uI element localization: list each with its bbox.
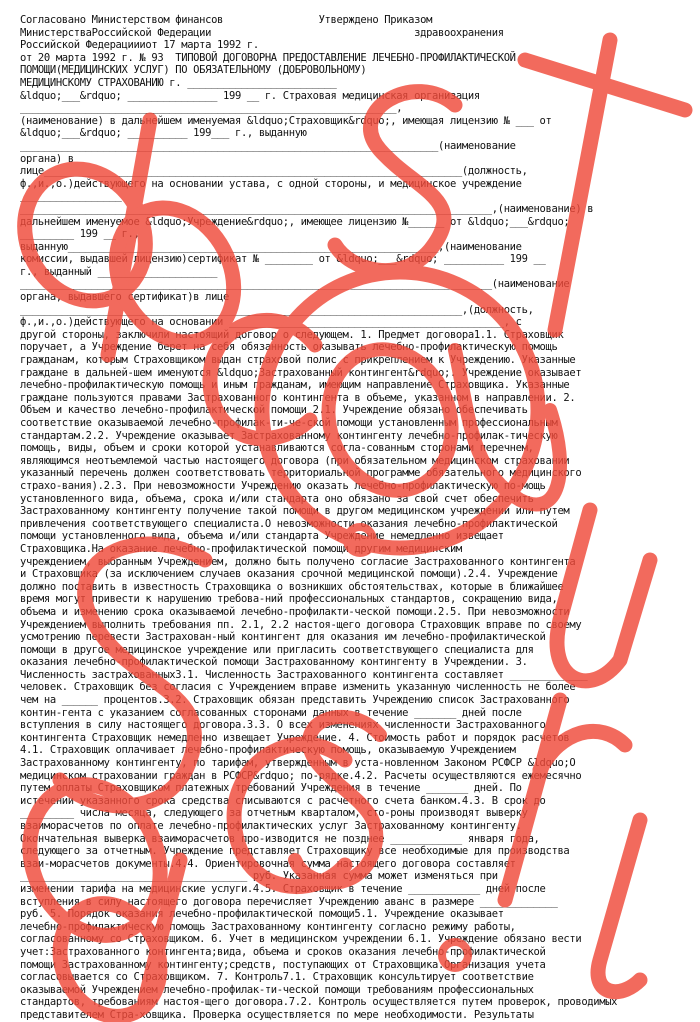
document-line: от 20 марта 1992 г. № 93 ТИПОВОЙ ДОГОВОРНА ПРЕДОСТАВЛЕНИЕ ЛЕЧЕБНО-ПРОФИЛАКТИЧЕСКОЙ (20, 51, 516, 64)
document-line: ПОМОЩИ(МЕДИЦИНСКИХ УСЛУГ) ПО ОБЯЗАТЕЛЬНОМУ (ДОБРОВОЛЬНОМУ) (20, 64, 367, 77)
document-line: _________________ (20, 190, 122, 203)
document-line: лечебно-профилактическую помощь Застрахованному контингенту согласно режиму работы, (20, 920, 516, 933)
document-line: помощи в другое медицинское учреждение или пригласить соответствующего специалиста для (20, 643, 534, 656)
document-line: лечебно-профилактическую помощь и иным гражданам, имеющим направление Страховщика. Указанные (20, 379, 570, 392)
document-line: соответствие оказываемой лечебно-профилак-ти-че-ской помощи установленным профессиональным (20, 417, 558, 429)
document-line: объема и изменению срока оказываемой лечебно-профилакти-ческой помощи.2.5. При невозможности (20, 605, 570, 618)
document-line: органа) в (20, 152, 74, 165)
document-line: время могут привести к нарушению требова-ний профессиональных стандартов, сокращению вида, (20, 593, 558, 606)
document-line: должно поставить в известность Страховщика о возникших обстоятельствах, которые в ближайшее (20, 580, 564, 593)
document-line: руб. 5. Порядок оказания лечебно-профилактической помощи5.1. Учреждение оказывает (20, 908, 504, 921)
document-line: выданную______________________________________________________________,(наименование (20, 240, 522, 253)
document-line: Застрахованному контингенту получение такой помощи в другом медицинском учреждении или путем (20, 505, 570, 518)
document-line: органа, выдавшего сертификат)в лице (20, 291, 230, 304)
document-line: ф.,и.,о.)действующего на основании устава, с одной стороны, и медицинское учреждение (20, 177, 522, 190)
document-line: контингента Страховщик немедленно извещает Учреждение. 4. Стоимость работ и порядок расчетов (20, 731, 570, 744)
document-line: 4.1. Страховщик оплачивает лечебно-профилактическую помощь, оказываемую Учреждением (20, 744, 516, 757)
document-line: ______________________________________ руб. Указанная сумма может изменяться при (20, 870, 498, 883)
document-line: Застрахованному контингенту, по тарифам, утвержденным в уста-новленном Законом РСФСР &ldquo;О (20, 757, 576, 770)
document-line: чем на ______ процентов.3.2. Страховщик обязан представить Учреждению список Застрахованного (20, 694, 570, 707)
document-line: _________ числа месяца, следующего за отчетным кварталом, сто-роны производят выверку (20, 807, 528, 820)
document-line: Окончательная выверка взаиморасчетов про-изводится не позднее ____________ января года, (20, 832, 540, 845)
document-line: страхо-вания).2.3. При невозможности Учреждению оказать лечебно-профилактическую по-мощь (20, 479, 546, 492)
document-line: Численность застрахованных3.1. Численность Застрахованного контингента составляет _____________ (20, 668, 588, 681)
document-line: (наименование) в дальнейшем именуемая &ldquo;Страховщик&rdquo;, имеющая лицензию № ___ от (20, 114, 552, 127)
document-line: истечении указанного срока средства списываются с расчетного счета банком.4.3. В срок до (20, 794, 546, 807)
document-line: стандартов, требованиям настоя-щего договора.7.2. Контроль осуществляется путем проверок, проводимых (20, 996, 618, 1009)
document-line: Российской Федерациииот 17 марта 1992 г. (20, 39, 259, 52)
document-line: поручает, а Учреждение берет на себя обязанность оказывать лечебно-профилактическую помощь (20, 341, 558, 354)
document-line: помощи установленного вида, объема и/или стандарта Учреждение немедленно извещает (20, 530, 504, 543)
document-line: гражданам, которым Страховщиком выдан страховой полис с прикреплением к Учреждению. Указанные (20, 354, 576, 367)
document-line: Учреждением выполнить требования пп. 2.1, 2.2 настоя-щего договора Страховщик вправе по своему (20, 618, 582, 631)
document-line: следующего за отчетным. Учреждение представляет Страховщику все необходимые для производства (20, 845, 570, 858)
document-line: согласованному со Страховщиком. 6. Учет в медицинском учреждении 6.1. Учреждение обязано вести (20, 933, 582, 946)
document-line: _______________________________________________________________________________,(наименование) в (20, 202, 594, 215)
document-line: граждане пользуются правами Застрахованного контингента в объеме, указанном в направлении. 2. (20, 391, 576, 404)
document-line: человек. Страховщик без согласия с Учреждением вправе изменить указанную численность не более (20, 681, 576, 694)
document-line: учреждением, выбранным Учреждением, должно быть получено согласие Застрахованного контингента (20, 555, 576, 568)
document-line: изменении тарифа на медицинские услуги.4.5. Страховщик в течение ____________ дней после (20, 882, 546, 895)
document-line: вступления в силу настоящего договора перечисляет Учреждению аванс в размере _____________ (20, 895, 558, 908)
document-line: согласовывается со Страховщиком. 7. Контроль7.1. Страховщик консультирует соответствие (20, 971, 534, 984)
document-line: МинистерстваРоссийской Федерации здравоохранения (20, 26, 504, 39)
document-line: лице______________________________________________________________________(должность, (20, 165, 528, 178)
document-line: путем оплаты Страховщиком платежных требований Учреждения в течение _______ дней. По (20, 782, 522, 795)
document-line: &ldquo;___&rdquo; __________ 199___ г., выданную (20, 127, 307, 140)
document-line: медицинском страховании граждан в РСФСР&rdquo; по-рядке.4.2. Расчеты осуществляются ежемесячно (20, 769, 582, 782)
document-line: привлечения соответствующего специалиста.О невозможности оказания лечебно-профилактической (20, 517, 558, 530)
document-line: граждане в дальней-шем именуются &ldquo;Застрахованный контингент&rdquo;. Учреждение оказывает (20, 366, 582, 379)
document-line: дальнейшем именуемое &ldquo;Учреждение&rdquo;, имеющее лицензию №______ от &ldquo;___&rdquo; (20, 215, 570, 228)
document-line: оказания лечебно-профилактической помощи Застрахованному контингенту в Учреждении. 3. (20, 656, 528, 669)
document-line: учет:Застрахованного контингента;вида, объема и сроков оказания лечебно-профилактической (20, 945, 546, 958)
document-line: вступления в силу настоящего договора.3.3. О всех изменениях численности Застрахованного (20, 719, 546, 732)
document-line: другой стороны, заключили настоящий договор о следующем. 1. Предмет договора1.1. Страховщик (20, 328, 564, 341)
document-line: установленного вида, объема, срока и/или стандарта оно обязано за свой счет обеспечить (20, 492, 534, 505)
document-line: помощи Застрахованному контингенту;средств, поступающих от Страховщика.Организация учета (20, 958, 546, 971)
document-line: представителем Стра-ховщика. Проверка осуществляется по мере необходимости. Результаты (20, 1008, 534, 1021)
document-line: контин-гента с указанием согласованных сторонами данных в течение _______ дней после (20, 706, 522, 719)
document-line: Согласовано Министерством финансов Утверждено Приказом (20, 14, 433, 26)
document-line: МЕДИЦИНСКОМУ СТРАХОВАНИЮ г. _________________________ (20, 76, 337, 89)
document-line: _______________________________________________________________________________(наименование (20, 278, 570, 291)
document-line: помощь, виды, объем и сроки которой устанавливаются согла-сованным сторонами перечнем, (20, 442, 534, 455)
document-line: Объем и качество лечебно-профилактической помощи 2.1. Учреждение обязано обеспечивать (20, 404, 528, 417)
document-line: и Страховщика (за исключением случаев оказания срочной медицинской помощи).2.4. Учреждение (20, 568, 558, 581)
document-line: ф.,и.,о.)действующего на основании ______________________________________________, с (20, 316, 522, 329)
document-line: стандартам.2.2. Учреждение оказывает Застрахованному контингенту лечебно-профилак-тическую (20, 429, 558, 442)
document-line: комиссии, выдавшей лицензию)сертификат № ________ от &ldquo;___&rdquo; __________ 199 __ (20, 253, 546, 266)
document-line: взаиморасчетов по оплате лечебно-профилактических услуг Застрахованному контингенту. (20, 820, 522, 832)
document-text (20, 14, 696, 1022)
document-line: г., выданный ____________________ (20, 265, 218, 278)
document-line: Страховщика.На оказание лечебно-профилактической помощи другим медицинским (20, 542, 462, 555)
document-line: оказываемой Учреждением лечебно-профилак-ти-ческой помощи требованиям профессиональных (20, 983, 534, 996)
document-line: взаи-морасчетов документы.4.4. Ориентировочная сумма настоящего договора составляет (20, 857, 516, 870)
document-line: являющимся неотъемлемой частью настоящего договора (при обязательном медицинском страховании (20, 454, 570, 467)
document-line: _________ 199 __ г., (20, 228, 140, 241)
document-line: &ldquo;___&rdquo; _______________ 199 __ г. Страховая медицинская организация (20, 89, 480, 102)
document-line: усмотрению перевести Застрахован-ный контингент для оказания им лечебно-профилактической (20, 631, 546, 644)
document-line: __________________________________________________________________________,(должность, (20, 303, 534, 316)
document-line: _______________________________________________________________, (20, 102, 403, 115)
document-line: указанный перечень должен соответствовать территориальной программе обязательного медицинского (20, 467, 582, 480)
document-line: ______________________________________________________________________(наименование (20, 139, 516, 152)
